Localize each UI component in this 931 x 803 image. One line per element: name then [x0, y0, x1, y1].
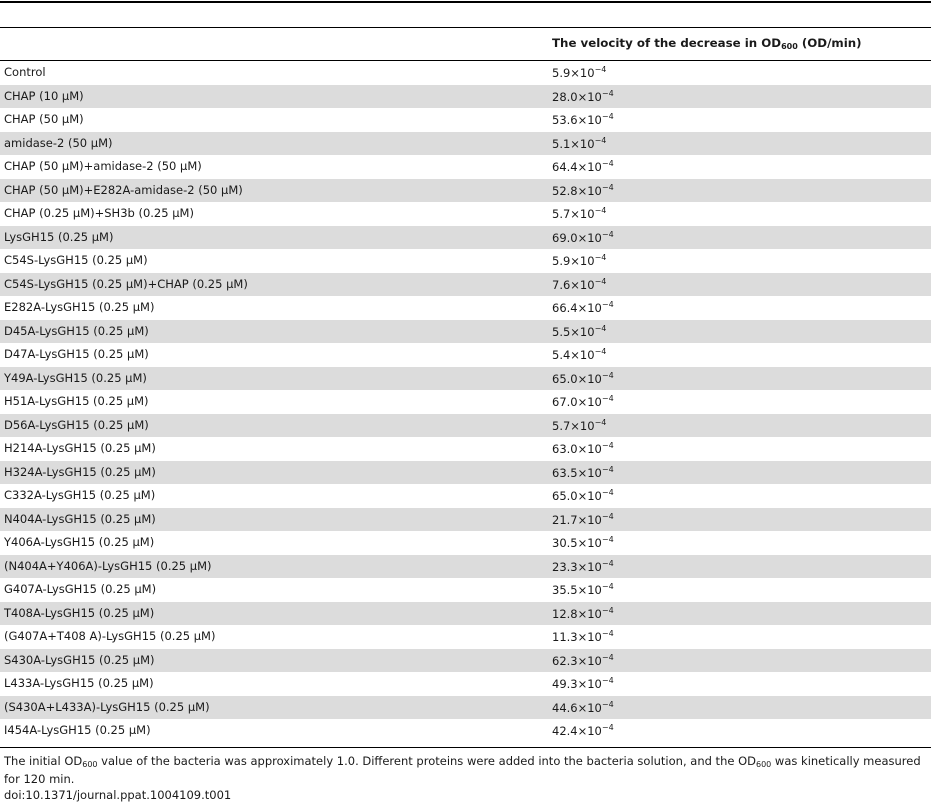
velocity-value-cell: $5.5\times 10^{-4}$ — [552, 323, 607, 339]
velocity-mantissa: 5.7 — [552, 418, 571, 433]
top-rule — [0, 1, 931, 3]
velocity-column-header: The velocity of the decrease in $OD_{600}$ (OD/min) — [552, 36, 862, 51]
velocity-value-cell: $65.0\times 10^{-4}$ — [552, 370, 614, 386]
protein-condition-cell: Y406A-LysGH15 (0.25 µM) — [4, 535, 155, 549]
velocity-exponent: −4 — [601, 652, 614, 662]
velocity-value-cell: $7.6\times 10^{-4}$ — [552, 276, 607, 292]
velocity-mantissa: 7.6 — [552, 277, 571, 292]
velocity-exponent: −4 — [601, 464, 614, 474]
velocity-exponent: −4 — [601, 676, 614, 685]
velocity-mantissa: 63.5 — [552, 465, 578, 480]
velocity-mantissa: 5.9 — [552, 254, 571, 268]
velocity-exponent: −4 — [601, 159, 614, 168]
velocity-exponent: −4 — [601, 535, 614, 544]
table-row — [0, 602, 931, 626]
velocity-mantissa: 69.0 — [552, 230, 578, 245]
velocity-exponent: −4 — [594, 417, 607, 427]
velocity-exponent: −4 — [601, 88, 614, 98]
velocity-value-cell: $63.5\times 10^{-4}$ — [552, 464, 614, 480]
velocity-exponent: −4 — [601, 229, 614, 239]
bottom-rule — [0, 747, 931, 748]
velocity-mantissa: 66.4 — [552, 301, 578, 315]
table-row — [0, 508, 931, 532]
velocity-value-cell: $53.6\times 10^{-4}$ — [552, 112, 614, 127]
velocity-value-cell: $52.8\times 10^{-4}$ — [552, 182, 614, 198]
table-row — [0, 296, 931, 320]
protein-condition-cell: L433A-LysGH15 (0.25 µM) — [4, 676, 154, 690]
velocity-value-cell: $62.3\times 10^{-4}$ — [552, 652, 614, 668]
table-row — [0, 390, 931, 414]
velocity-value-cell: $35.5\times 10^{-4}$ — [552, 582, 614, 597]
velocity-value-cell: $5.1\times 10^{-4}$ — [552, 135, 607, 151]
velocity-mantissa: 21.7 — [552, 512, 578, 527]
protein-condition-cell: H51A-LysGH15 (0.25 µM) — [4, 394, 149, 408]
table-row — [0, 672, 931, 696]
velocity-value-cell: $67.0\times 10^{-4}$ — [552, 394, 614, 409]
protein-condition-cell: C54S-LysGH15 (0.25 µM) — [4, 253, 148, 267]
velocity-exponent: −4 — [601, 488, 614, 497]
table-row — [0, 179, 931, 203]
protein-condition-cell: CHAP (50 µM)+E282A-amidase-2 (50 µM) — [4, 182, 243, 197]
velocity-mantissa: 5.7 — [552, 207, 571, 221]
velocity-value-cell: $42.4\times 10^{-4}$ — [552, 723, 614, 738]
protein-condition-cell: C54S-LysGH15 (0.25 µM)+CHAP (0.25 µM) — [4, 276, 248, 291]
velocity-exponent: −4 — [601, 629, 614, 638]
protein-condition-cell: CHAP (0.25 µM)+SH3b (0.25 µM) — [4, 206, 194, 220]
table-row — [0, 343, 931, 367]
velocity-value-cell: $49.3\times 10^{-4}$ — [552, 676, 614, 691]
velocity-mantissa: 65.0 — [552, 371, 578, 386]
table-container — [0, 1, 931, 803]
table-row — [0, 249, 931, 273]
velocity-exponent: −4 — [594, 135, 607, 145]
table-row — [0, 531, 931, 555]
velocity-mantissa: 44.6 — [552, 700, 578, 715]
protein-condition-cell: C332A-LysGH15 (0.25 µM) — [4, 488, 156, 502]
velocity-mantissa: 5.4 — [552, 348, 571, 362]
protein-condition-cell: N404A-LysGH15 (0.25 µM) — [4, 511, 156, 526]
velocity-exponent: −4 — [601, 699, 614, 709]
velocity-mantissa: 5.1 — [552, 136, 571, 151]
velocity-mantissa: 42.4 — [552, 724, 578, 738]
table-row — [0, 461, 931, 485]
velocity-mantissa: 5.9 — [552, 66, 571, 80]
protein-condition-cell: LysGH15 (0.25 µM) — [4, 229, 114, 244]
velocity-value-cell: $5.9\times 10^{-4}$ — [552, 253, 607, 268]
velocity-exponent: −4 — [594, 323, 607, 333]
velocity-value-cell: $21.7\times 10^{-4}$ — [552, 511, 614, 527]
protein-condition-cell: H324A-LysGH15 (0.25 µM) — [4, 464, 156, 479]
velocity-mantissa: 67.0 — [552, 395, 578, 409]
velocity-mantissa: 23.3 — [552, 559, 578, 574]
velocity-value-cell: $5.7\times 10^{-4}$ — [552, 417, 607, 433]
velocity-exponent: −4 — [601, 511, 614, 521]
velocity-mantissa: 64.4 — [552, 160, 578, 174]
table-row — [0, 367, 931, 391]
velocity-value-cell: $11.3\times 10^{-4}$ — [552, 629, 614, 644]
velocity-mantissa: 35.5 — [552, 583, 578, 597]
velocity-mantissa: 11.3 — [552, 630, 578, 644]
velocity-mantissa: 5.5 — [552, 324, 571, 339]
protein-condition-cell: D47A-LysGH15 (0.25 µM) — [4, 347, 149, 361]
velocity-exponent: −4 — [594, 276, 607, 286]
protein-condition-cell: I454A-LysGH15 (0.25 µM) — [4, 723, 151, 737]
table-row — [0, 484, 931, 508]
protein-condition-cell: H214A-LysGH15 (0.25 µM) — [4, 441, 156, 455]
velocity-exponent: −4 — [601, 370, 614, 380]
table-row — [0, 696, 931, 720]
protein-condition-cell: D45A-LysGH15 (0.25 µM) — [4, 323, 149, 338]
table-row — [0, 132, 931, 156]
velocity-value-cell: $5.4\times 10^{-4}$ — [552, 347, 607, 362]
table-row — [0, 625, 931, 649]
protein-condition-cell: CHAP (50 µM) — [4, 112, 84, 126]
table-header-row — [0, 27, 931, 61]
velocity-exponent: −4 — [601, 558, 614, 568]
velocity-mantissa: 65.0 — [552, 489, 578, 503]
velocity-value-cell: $5.7\times 10^{-4}$ — [552, 206, 607, 221]
protein-condition-cell: Control — [4, 65, 46, 79]
velocity-value-cell: $65.0\times 10^{-4}$ — [552, 488, 614, 503]
table-row — [0, 320, 931, 344]
velocity-exponent: −4 — [601, 182, 614, 192]
table-row — [0, 155, 931, 179]
table-row — [0, 578, 931, 602]
velocity-exponent: −4 — [601, 394, 614, 403]
velocity-value-cell: $69.0\times 10^{-4}$ — [552, 229, 614, 245]
doi-text: doi:10.1371/journal.ppat.1004109.t001 — [4, 787, 232, 802]
protein-condition-cell: Y49A-LysGH15 (0.25 µM) — [4, 370, 147, 385]
protein-condition-cell: G407A-LysGH15 (0.25 µM) — [4, 582, 157, 596]
table-body — [0, 61, 931, 743]
velocity-exponent: −4 — [594, 206, 607, 215]
velocity-mantissa: 62.3 — [552, 653, 578, 668]
velocity-exponent: −4 — [601, 112, 614, 121]
velocity-value-cell: $30.5\times 10^{-4}$ — [552, 535, 614, 550]
protein-condition-cell: S430A-LysGH15 (0.25 µM) — [4, 652, 155, 667]
velocity-value-cell: $23.3\times 10^{-4}$ — [552, 558, 614, 574]
velocity-exponent: −4 — [601, 723, 614, 732]
table-footnote: The initial $OD_{600}$ value of the bacteria was approximately 1.0. Different proteins were added into the bacteria solution, and the $OD_{600}$ was kinetically measured for 120 min. — [4, 753, 921, 786]
velocity-value-cell: $64.4\times 10^{-4}$ — [552, 159, 614, 174]
protein-condition-cell: (S430A+L433A)-LysGH15 (0.25 µM) — [4, 699, 210, 714]
protein-condition-cell: CHAP (50 µM)+amidase-2 (50 µM) — [4, 159, 202, 173]
velocity-value-cell: $44.6\times 10^{-4}$ — [552, 699, 614, 715]
velocity-value-cell: $12.8\times 10^{-4}$ — [552, 605, 614, 621]
velocity-mantissa: 28.0 — [552, 89, 578, 104]
table-row — [0, 108, 931, 132]
protein-condition-cell: amidase-2 (50 µM) — [4, 135, 113, 150]
velocity-mantissa: 30.5 — [552, 536, 578, 550]
velocity-exponent: −4 — [601, 441, 614, 450]
velocity-exponent: −4 — [601, 582, 614, 591]
table-row — [0, 649, 931, 673]
table-row — [0, 555, 931, 579]
velocity-mantissa: 49.3 — [552, 677, 578, 691]
velocity-value-cell: $28.0\times 10^{-4}$ — [552, 88, 614, 104]
velocity-exponent: −4 — [594, 65, 607, 74]
velocity-value-cell: $63.0\times 10^{-4}$ — [552, 441, 614, 456]
protein-condition-cell: (N404A+Y406A)-LysGH15 (0.25 µM) — [4, 558, 212, 573]
table-row — [0, 202, 931, 226]
velocity-mantissa: 63.0 — [552, 442, 578, 456]
protein-condition-cell: D56A-LysGH15 (0.25 µM) — [4, 417, 149, 432]
protein-condition-cell: CHAP (10 µM) — [4, 88, 84, 103]
protein-condition-cell: (G407A+T408 A)-LysGH15 (0.25 µM) — [4, 629, 216, 643]
table-row — [0, 61, 931, 85]
protein-condition-cell: E282A-LysGH15 (0.25 µM) — [4, 300, 155, 314]
velocity-mantissa: 52.8 — [552, 183, 578, 198]
velocity-mantissa: 12.8 — [552, 606, 578, 621]
velocity-value-cell: $5.9\times 10^{-4}$ — [552, 65, 607, 80]
velocity-value-cell: $66.4\times 10^{-4}$ — [552, 300, 614, 315]
table-row — [0, 437, 931, 461]
table-row — [0, 414, 931, 438]
table-row — [0, 226, 931, 250]
velocity-exponent: −4 — [594, 253, 607, 262]
velocity-mantissa: 53.6 — [552, 113, 578, 127]
table-row — [0, 273, 931, 297]
velocity-exponent: −4 — [601, 300, 614, 309]
table-row — [0, 85, 931, 109]
table-row — [0, 719, 931, 743]
protein-condition-cell: T408A-LysGH15 (0.25 µM) — [4, 605, 155, 620]
velocity-exponent: −4 — [594, 347, 607, 356]
velocity-exponent: −4 — [601, 605, 614, 615]
